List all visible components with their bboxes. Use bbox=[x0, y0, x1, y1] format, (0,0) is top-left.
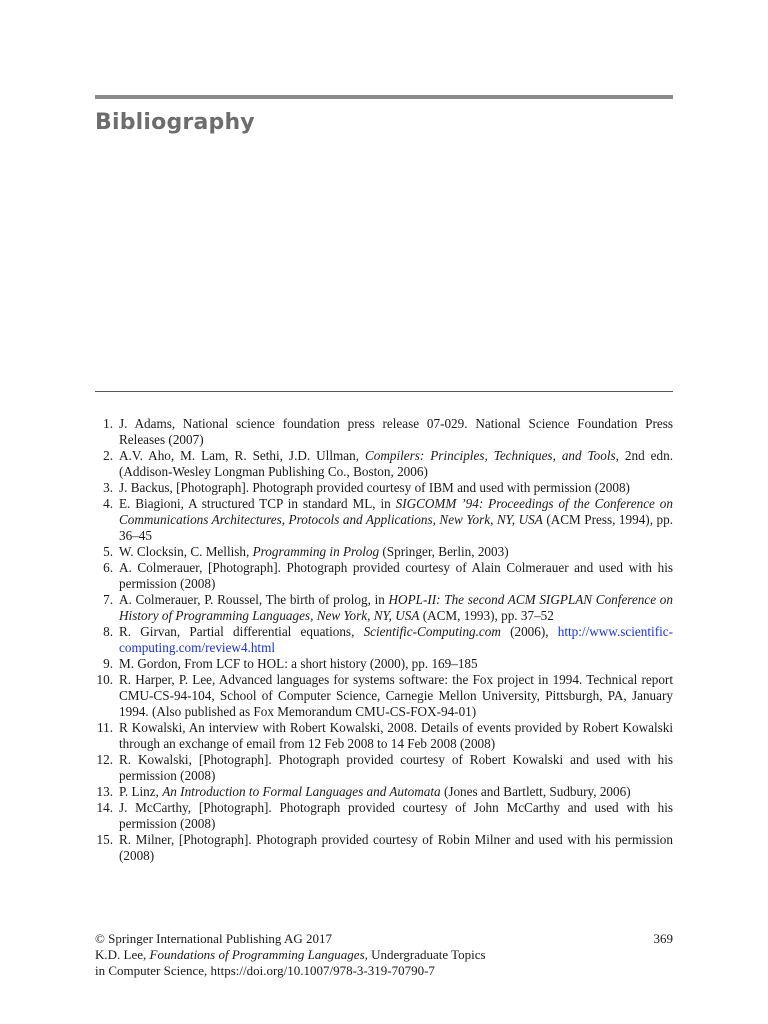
reference-text bbox=[119, 560, 673, 591]
reference-number: 10. bbox=[96, 672, 113, 687]
reference-text bbox=[119, 720, 673, 751]
reference-number: 8. bbox=[103, 624, 113, 639]
reference-number: 9. bbox=[103, 656, 113, 671]
reference-number: 3. bbox=[103, 480, 113, 495]
reference-text bbox=[119, 448, 673, 479]
reference-segment: (Springer, Berlin, 2003) bbox=[379, 544, 509, 559]
reference-number: 5. bbox=[103, 544, 113, 559]
citation-doi-line: in Computer Science, https://doi.org/10.1007/978-3-319-70790-7 bbox=[95, 963, 435, 978]
reference-segment: (ACM, 1993), pp. 37–52 bbox=[419, 608, 554, 623]
reference-segment: R. Milner, [Photograph]. Photograph provided courtesy of Robin Milner and used with his permission (2008) bbox=[119, 832, 673, 863]
reference-segment: R Kowalski, An interview with Robert Kowalski, 2008. Details of events provided by Robert Kowalski through an exchange of email from 12 Feb 2008 to 14 Feb 2008 (2008) bbox=[119, 720, 673, 751]
reference-item bbox=[95, 800, 673, 832]
reference-item bbox=[95, 624, 673, 656]
reference-segment: (Jones and Bartlett, Sudbury, 2006) bbox=[440, 784, 631, 799]
citation-author: K.D. Lee, bbox=[95, 947, 150, 962]
reference-text bbox=[119, 592, 673, 623]
reference-text bbox=[119, 672, 673, 719]
reference-number: 2. bbox=[103, 448, 113, 463]
reference-item bbox=[95, 672, 673, 720]
reference-number: 12. bbox=[96, 752, 113, 767]
reference-segment: J. Backus, [Photograph]. Photograph provided courtesy of IBM and used with permission (2008) bbox=[119, 480, 630, 495]
copyright-notice: © Springer International Publishing AG 2017 bbox=[95, 931, 332, 946]
reference-segment: A.V. Aho, M. Lam, R. Sethi, J.D. Ullman, bbox=[119, 448, 365, 463]
reference-segment: W. Clocksin, C. Mellish, bbox=[119, 544, 253, 559]
reference-number: 15. bbox=[96, 832, 113, 847]
reference-item bbox=[95, 832, 673, 864]
section-divider bbox=[95, 391, 673, 392]
reference-number: 1. bbox=[103, 416, 113, 431]
reference-item bbox=[95, 752, 673, 784]
reference-item bbox=[95, 544, 673, 560]
reference-segment: M. Gordon, From LCF to HOL: a short history (2000), pp. 169–185 bbox=[119, 656, 478, 671]
reference-item bbox=[95, 480, 673, 496]
reference-segment: J. McCarthy, [Photograph]. Photograph provided courtesy of John McCarthy and used with his permission (2008) bbox=[119, 800, 673, 831]
reference-text bbox=[119, 752, 673, 783]
reference-title: Programming in Prolog bbox=[252, 544, 380, 559]
reference-item bbox=[95, 416, 673, 448]
reference-number: 4. bbox=[103, 496, 113, 511]
reference-item bbox=[95, 656, 673, 672]
citation-book-title: Foundations of Programming Languages bbox=[149, 947, 365, 962]
page-number: 369 bbox=[653, 931, 673, 946]
reference-text bbox=[119, 624, 673, 655]
reference-segment: (ACM Press, 1994), pp. 36–45 bbox=[119, 512, 673, 543]
reference-number: 11. bbox=[97, 720, 113, 735]
citation-line bbox=[95, 947, 673, 963]
reference-segment: R. Harper, P. Lee, Advanced languages for systems software: the Fox project in 1994. Technical report CMU-CS-94-104, School of Computer Science, Carnegie Mellon University, Pittsburgh, PA, January 1994. (Also published as Fox Memorandum CMU-CS-FOX-94-01) bbox=[119, 672, 673, 719]
reference-segment: (2006), bbox=[500, 624, 558, 639]
reference-item bbox=[95, 784, 673, 800]
page-footer bbox=[95, 931, 673, 979]
reference-title: HOPL-II: The second ACM SIGPLAN Conference on History of Programming Languages, New York, NY, USA bbox=[119, 592, 673, 623]
reference-text bbox=[119, 800, 673, 831]
reference-segment: R. Kowalski, [Photograph]. Photograph provided courtesy of Robert Kowalski and used with his permission (2008) bbox=[119, 752, 673, 783]
top-rule bbox=[95, 95, 673, 99]
reference-segment: J. Adams, National science foundation press release 07-029. National Science Foundation Press Releases (2007) bbox=[119, 416, 673, 447]
reference-segment: A. Colmerauer, [Photograph]. Photograph provided courtesy of Alain Colmerauer and used with his permission (2008) bbox=[119, 560, 673, 591]
reference-item bbox=[95, 496, 673, 544]
reference-segment: R. Girvan, Partial differential equations, bbox=[119, 624, 364, 639]
reference-segment: A. Colmerauer, P. Roussel, The birth of prolog, in bbox=[119, 592, 389, 607]
reference-text bbox=[119, 416, 673, 447]
footer-copyright-row bbox=[95, 931, 673, 947]
reference-text bbox=[119, 832, 673, 863]
reference-number: 7. bbox=[103, 592, 113, 607]
reference-title: Scientific-Computing.com bbox=[363, 624, 501, 639]
reference-text bbox=[119, 480, 630, 495]
page-title: Bibliography bbox=[95, 110, 255, 135]
reference-segment: E. Biagioni, A structured TCP in standard ML, in bbox=[119, 496, 396, 511]
reference-link[interactable]: http://www.scientific-computing.com/review4.html bbox=[119, 624, 673, 655]
reference-title: Compilers: Principles, Techniques, and Tools bbox=[364, 448, 616, 463]
reference-text bbox=[119, 656, 478, 671]
reference-number: 13. bbox=[96, 784, 113, 799]
reference-list bbox=[95, 416, 673, 864]
reference-title: An Introduction to Formal Languages and Automata bbox=[162, 784, 441, 799]
reference-text bbox=[119, 496, 673, 543]
reference-item bbox=[95, 720, 673, 752]
reference-title: SIGCOMM ’94: Proceedings of the Conference on Communications Architectures, Protocols and Applications, New York, NY, USA bbox=[119, 496, 673, 527]
reference-number: 14. bbox=[96, 800, 113, 815]
reference-item bbox=[95, 448, 673, 480]
reference-item bbox=[95, 592, 673, 624]
reference-item bbox=[95, 560, 673, 592]
citation-series: , Undergraduate Topics bbox=[364, 947, 486, 962]
reference-segment: , 2nd edn. (Addison-Wesley Longman Publishing Co., Boston, 2006) bbox=[119, 448, 673, 479]
reference-text bbox=[119, 544, 509, 559]
reference-segment: P. Linz, bbox=[119, 784, 163, 799]
reference-number: 6. bbox=[103, 560, 113, 575]
reference-text bbox=[119, 784, 631, 799]
